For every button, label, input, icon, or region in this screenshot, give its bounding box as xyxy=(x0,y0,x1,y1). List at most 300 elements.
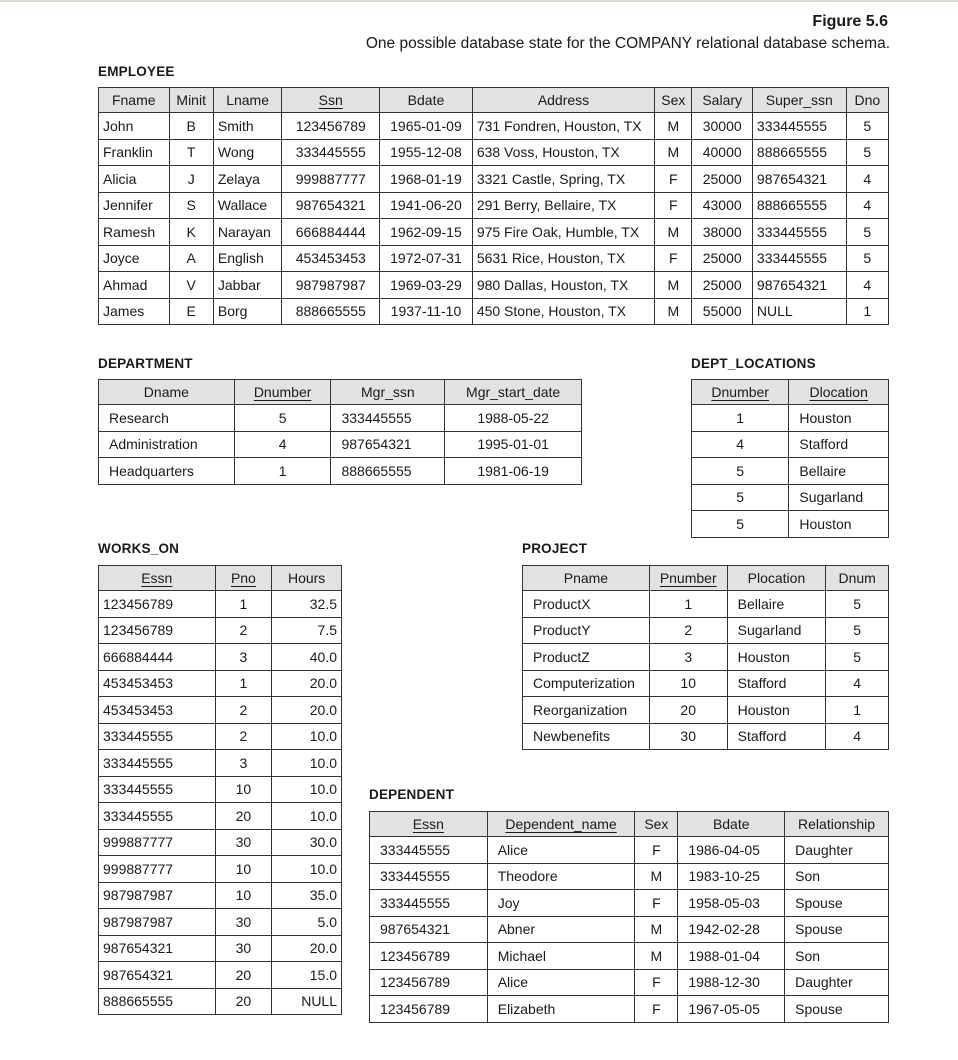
table-cell: Borg xyxy=(213,298,282,325)
table-row xyxy=(99,909,342,936)
table-row xyxy=(99,617,342,644)
table-row xyxy=(370,837,889,864)
table-cell: Joy xyxy=(487,890,635,917)
table-cell: Alice xyxy=(487,837,635,864)
table-cell: 20.0 xyxy=(272,935,342,962)
table-cell: 987654321 xyxy=(752,272,846,299)
table-cell: 1 xyxy=(649,591,727,618)
table-cell: 1955-12-08 xyxy=(380,139,473,166)
table-cell: 30000 xyxy=(692,113,752,140)
project-header-row xyxy=(523,566,889,591)
table-cell: 987654321 xyxy=(331,431,445,458)
table-cell: 30 xyxy=(215,829,272,856)
table-cell: 123456789 xyxy=(370,996,488,1023)
table-row xyxy=(99,723,342,750)
table-row xyxy=(99,935,342,962)
employee-header-row xyxy=(99,88,889,113)
table-cell: 25000 xyxy=(692,272,752,299)
table-cell: 123456789 xyxy=(370,943,488,970)
table-cell: 20 xyxy=(649,697,727,724)
table-cell: 888665555 xyxy=(752,139,846,166)
table-cell: 10 xyxy=(649,670,727,697)
column-header-label: Ssn xyxy=(318,92,343,108)
table-cell: 55000 xyxy=(692,298,752,325)
table-row xyxy=(370,996,889,1023)
table-row xyxy=(523,591,889,618)
table-cell: 5 xyxy=(692,484,789,511)
table-cell: 1988-12-30 xyxy=(678,969,785,996)
table-cell: M xyxy=(655,298,692,325)
table-cell: 291 Berry, Bellaire, TX xyxy=(472,192,654,219)
table-cell: 35.0 xyxy=(272,882,342,909)
table-cell: 5.0 xyxy=(272,909,342,936)
column-header-label: Sex xyxy=(644,816,669,832)
dept-locations-table xyxy=(691,379,889,538)
column-header-label: Relationship xyxy=(798,816,876,832)
table-cell: 450 Stone, Houston, TX xyxy=(472,298,654,325)
table-cell: 2 xyxy=(215,723,272,750)
table-cell: Elizabeth xyxy=(487,996,635,1023)
table-cell: F xyxy=(635,969,678,996)
table-cell: T xyxy=(169,139,213,166)
table-cell: 10 xyxy=(215,856,272,883)
table-cell: 10.0 xyxy=(272,750,342,777)
project-col-plocation xyxy=(727,566,826,591)
table-cell: 2 xyxy=(649,617,727,644)
table-cell: 20.0 xyxy=(272,670,342,697)
column-header-label: Dependent_name xyxy=(505,816,617,832)
table-cell: Newbenefits xyxy=(523,723,650,750)
table-cell: 1962-09-15 xyxy=(380,219,473,246)
table-cell: Stafford xyxy=(727,670,826,697)
table-cell: Son xyxy=(785,863,889,890)
table-cell: 1988-05-22 xyxy=(445,405,582,432)
table-cell: 1968-01-19 xyxy=(380,166,473,193)
table-cell: Narayan xyxy=(213,219,282,246)
table-cell: 2 xyxy=(215,617,272,644)
employee-table-name: EMPLOYEE xyxy=(98,64,175,79)
table-cell: 333445555 xyxy=(752,219,846,246)
table-cell: Reorganization xyxy=(523,697,650,724)
table-cell: 987654321 xyxy=(282,192,380,219)
table-cell: J xyxy=(169,166,213,193)
dept-locations-header-row xyxy=(692,380,889,405)
table-cell: 1981-06-19 xyxy=(445,458,582,485)
table-cell: 999887777 xyxy=(282,166,380,193)
column-header-label: Dname xyxy=(143,384,189,400)
table-cell: M xyxy=(655,139,692,166)
table-row xyxy=(99,272,889,299)
table-cell: John xyxy=(99,113,170,140)
project-table-name: PROJECT xyxy=(522,541,588,556)
table-cell: Michael xyxy=(487,943,635,970)
table-cell: M xyxy=(655,113,692,140)
table-cell: Houston xyxy=(727,644,826,671)
table-cell: 30 xyxy=(215,909,272,936)
table-cell: Daughter xyxy=(785,837,889,864)
employee-col-salary xyxy=(692,88,752,113)
table-row xyxy=(523,617,889,644)
table-cell: 30.0 xyxy=(272,829,342,856)
table-cell: 1983-10-25 xyxy=(678,863,785,890)
table-cell: Ahmad xyxy=(99,272,170,299)
table-cell: F xyxy=(655,245,692,272)
table-cell: Houston xyxy=(789,511,889,538)
column-header-label: Bdate xyxy=(712,816,750,832)
table-row xyxy=(99,750,342,777)
table-cell: F xyxy=(655,166,692,193)
table-cell: Computerization xyxy=(523,670,650,697)
column-header-label: Hours xyxy=(287,570,326,586)
table-cell: B xyxy=(169,113,213,140)
table-cell: 30 xyxy=(649,723,727,750)
table-cell: 4 xyxy=(826,670,889,697)
column-header-label: Pno xyxy=(230,570,256,586)
table-cell: 666884444 xyxy=(99,644,216,671)
table-row xyxy=(370,890,889,917)
table-cell: F xyxy=(655,192,692,219)
table-cell: Bellaire xyxy=(789,458,889,485)
table-cell: 666884444 xyxy=(282,219,380,246)
department-col-dname xyxy=(99,380,235,405)
table-cell: 10.0 xyxy=(272,723,342,750)
project-col-pname xyxy=(523,566,650,591)
department-table-name: DEPARTMENT xyxy=(98,356,193,371)
employee-col-fname xyxy=(99,88,170,113)
table-cell: 1 xyxy=(846,298,888,325)
table-cell: Jennifer xyxy=(99,192,170,219)
table-cell: 333445555 xyxy=(370,837,488,864)
table-cell: 5 xyxy=(826,644,889,671)
table-cell: 4 xyxy=(846,272,888,299)
table-row xyxy=(99,113,889,140)
table-cell: Headquarters xyxy=(99,458,235,485)
table-cell: 453453453 xyxy=(99,670,216,697)
table-cell: 123456789 xyxy=(370,969,488,996)
table-cell: Houston xyxy=(789,405,889,432)
table-cell: Spouse xyxy=(785,890,889,917)
table-cell: 987654321 xyxy=(370,916,488,943)
table-cell: 987987987 xyxy=(99,882,216,909)
table-cell: 2 xyxy=(215,697,272,724)
department-col-mgr-start-date xyxy=(445,380,582,405)
table-cell: 25000 xyxy=(692,245,752,272)
department-header-row xyxy=(99,380,582,405)
table-cell: 333445555 xyxy=(99,750,216,777)
table-cell: 987654321 xyxy=(99,962,216,989)
table-cell: Alicia xyxy=(99,166,170,193)
table-cell: Smith xyxy=(213,113,282,140)
table-cell: 1 xyxy=(234,458,331,485)
table-cell: 7.5 xyxy=(272,617,342,644)
table-row xyxy=(99,803,342,830)
table-cell: 20 xyxy=(215,962,272,989)
table-cell: 3 xyxy=(215,750,272,777)
table-cell: 453453453 xyxy=(99,697,216,724)
works-on-col-essn xyxy=(99,566,216,591)
table-cell: 1986-04-05 xyxy=(678,837,785,864)
table-cell: Zelaya xyxy=(213,166,282,193)
table-cell: Wallace xyxy=(213,192,282,219)
table-cell: 453453453 xyxy=(282,245,380,272)
table-cell: V xyxy=(169,272,213,299)
table-cell: 10.0 xyxy=(272,776,342,803)
table-cell: 1 xyxy=(692,405,789,432)
table-cell: 333445555 xyxy=(752,245,846,272)
table-cell: 5 xyxy=(692,458,789,485)
table-cell: 1941-06-20 xyxy=(380,192,473,219)
table-row xyxy=(99,829,342,856)
works-on-col-hours xyxy=(272,566,342,591)
table-cell: 1969-03-29 xyxy=(380,272,473,299)
table-cell: 888665555 xyxy=(99,988,216,1015)
table-cell: 987987987 xyxy=(99,909,216,936)
dependent-col-bdate xyxy=(678,812,785,837)
table-cell: 987654321 xyxy=(99,935,216,962)
works-on-table-name: WORKS_ON xyxy=(98,541,180,556)
table-cell: Houston xyxy=(727,697,826,724)
table-cell: Sugarland xyxy=(789,484,889,511)
table-cell: Theodore xyxy=(487,863,635,890)
table-cell: 38000 xyxy=(692,219,752,246)
table-cell: 1 xyxy=(215,591,272,618)
project-col-dnum xyxy=(826,566,889,591)
table-row xyxy=(99,431,582,458)
column-header-label: Lname xyxy=(226,92,270,108)
table-cell: 888665555 xyxy=(752,192,846,219)
table-row xyxy=(99,882,342,909)
table-row xyxy=(99,139,889,166)
table-row xyxy=(99,962,342,989)
table-cell: 731 Fondren, Houston, TX xyxy=(472,113,654,140)
table-cell: 1 xyxy=(215,670,272,697)
table-cell: 20 xyxy=(215,803,272,830)
table-cell: 25000 xyxy=(692,166,752,193)
table-cell: M xyxy=(655,272,692,299)
table-row xyxy=(99,245,889,272)
table-cell: 980 Dallas, Houston, TX xyxy=(472,272,654,299)
table-cell: 32.5 xyxy=(272,591,342,618)
table-cell: 888665555 xyxy=(331,458,445,485)
table-cell: Daughter xyxy=(785,969,889,996)
table-cell: 10.0 xyxy=(272,856,342,883)
table-cell: 10 xyxy=(215,882,272,909)
table-cell: 5 xyxy=(846,219,888,246)
table-cell: 1937-11-10 xyxy=(380,298,473,325)
project-col-pnumber xyxy=(649,566,727,591)
dept-locations-table-name: DEPT_LOCATIONS xyxy=(691,356,816,371)
table-cell: 5 xyxy=(692,511,789,538)
table-cell: Wong xyxy=(213,139,282,166)
table-row xyxy=(692,405,889,432)
table-cell: ProductX xyxy=(523,591,650,618)
table-row xyxy=(99,219,889,246)
table-cell: 5 xyxy=(846,245,888,272)
table-cell: E xyxy=(169,298,213,325)
table-cell: Sugarland xyxy=(727,617,826,644)
table-cell: 4 xyxy=(826,723,889,750)
table-cell: 3 xyxy=(215,644,272,671)
table-cell: 40.0 xyxy=(272,644,342,671)
column-header-label: Dlocation xyxy=(809,384,868,400)
column-header-label: Dnum xyxy=(838,570,876,586)
table-cell: 43000 xyxy=(692,192,752,219)
table-row xyxy=(99,591,342,618)
table-row xyxy=(523,697,889,724)
table-cell: 5 xyxy=(826,591,889,618)
table-cell: 638 Voss, Houston, TX xyxy=(472,139,654,166)
dept-locations-col-dlocation xyxy=(789,380,889,405)
table-cell: James xyxy=(99,298,170,325)
table-cell: 15.0 xyxy=(272,962,342,989)
table-cell: 20 xyxy=(215,988,272,1015)
table-row xyxy=(99,458,582,485)
table-cell: 123456789 xyxy=(282,113,380,140)
column-header-label: Salary xyxy=(702,92,743,108)
table-cell: 5 xyxy=(826,617,889,644)
table-cell: 1967-05-05 xyxy=(678,996,785,1023)
table-cell: Spouse xyxy=(785,996,889,1023)
column-header-label: Essn xyxy=(412,816,444,832)
table-cell: F xyxy=(635,837,678,864)
table-row xyxy=(523,670,889,697)
table-cell: 5 xyxy=(234,405,331,432)
table-cell: Jabbar xyxy=(213,272,282,299)
employee-col-minit xyxy=(169,88,213,113)
table-row xyxy=(99,776,342,803)
dependent-col-essn xyxy=(370,812,488,837)
table-cell: 20.0 xyxy=(272,697,342,724)
employee-col-bdate xyxy=(380,88,473,113)
column-header-label: Mgr_start_date xyxy=(466,384,561,400)
column-header-label: Plocation xyxy=(747,570,806,586)
table-cell: 1958-05-03 xyxy=(678,890,785,917)
table-cell: 1972-07-31 xyxy=(380,245,473,272)
table-cell: 975 Fire Oak, Humble, TX xyxy=(472,219,654,246)
column-header-label: Sex xyxy=(661,92,686,108)
table-cell: ProductZ xyxy=(523,644,650,671)
table-cell: 123456789 xyxy=(99,591,216,618)
dependent-header-row xyxy=(370,812,889,837)
column-header-label: Minit xyxy=(176,92,206,108)
table-row xyxy=(99,670,342,697)
table-cell: 30 xyxy=(215,935,272,962)
department-col-dnumber xyxy=(234,380,331,405)
table-cell: 5631 Rice, Houston, TX xyxy=(472,245,654,272)
table-cell: Spouse xyxy=(785,916,889,943)
table-cell: 5 xyxy=(846,139,888,166)
department-col-mgr-ssn xyxy=(331,380,445,405)
employee-col-sex xyxy=(655,88,692,113)
table-cell: Alice xyxy=(487,969,635,996)
table-cell: 1 xyxy=(826,697,889,724)
table-cell: 40000 xyxy=(692,139,752,166)
table-cell: F xyxy=(635,890,678,917)
table-cell: 4 xyxy=(846,192,888,219)
department-table xyxy=(98,379,582,485)
top-rule xyxy=(0,0,958,2)
table-row xyxy=(99,166,889,193)
table-row xyxy=(99,988,342,1015)
dept-locations-col-dnumber xyxy=(692,380,789,405)
table-cell: K xyxy=(169,219,213,246)
column-header-label: Dnumber xyxy=(711,384,769,400)
table-row xyxy=(523,723,889,750)
table-cell: 333445555 xyxy=(282,139,380,166)
table-cell: M xyxy=(655,219,692,246)
column-header-label: Fname xyxy=(111,92,156,108)
table-cell: Ramesh xyxy=(99,219,170,246)
table-cell: 1995-01-01 xyxy=(445,431,582,458)
table-row xyxy=(692,458,889,485)
employee-table xyxy=(98,87,889,325)
table-cell: Administration xyxy=(99,431,235,458)
table-cell: 333445555 xyxy=(99,723,216,750)
column-header-label: Dno xyxy=(854,92,881,108)
table-cell: 1988-01-04 xyxy=(678,943,785,970)
column-header-label: Dnumber xyxy=(253,384,312,400)
column-header-label: Address xyxy=(537,92,590,108)
table-cell: Joyce xyxy=(99,245,170,272)
employee-col-lname xyxy=(213,88,282,113)
table-cell: 333445555 xyxy=(752,113,846,140)
table-row xyxy=(99,405,582,432)
table-row xyxy=(370,863,889,890)
table-cell: 5 xyxy=(846,113,888,140)
table-cell: 1942-02-28 xyxy=(678,916,785,943)
table-cell: Bellaire xyxy=(727,591,826,618)
table-cell: 1965-01-09 xyxy=(380,113,473,140)
table-cell: Stafford xyxy=(727,723,826,750)
table-cell: Son xyxy=(785,943,889,970)
table-cell: Research xyxy=(99,405,235,432)
table-cell: 3 xyxy=(649,644,727,671)
table-cell: 4 xyxy=(692,431,789,458)
figure-title: Figure 5.6 xyxy=(812,13,888,30)
table-cell: 4 xyxy=(234,431,331,458)
table-row xyxy=(99,192,889,219)
table-row xyxy=(523,644,889,671)
table-cell: English xyxy=(213,245,282,272)
table-cell: S xyxy=(169,192,213,219)
works-on-col-pno xyxy=(215,566,272,591)
employee-col-ssn xyxy=(282,88,380,113)
column-header-label: Super_ssn xyxy=(765,92,833,108)
table-row xyxy=(99,697,342,724)
employee-col-address xyxy=(472,88,654,113)
table-cell: 333445555 xyxy=(370,890,488,917)
table-row xyxy=(692,511,889,538)
dependent-col-relationship xyxy=(785,812,889,837)
table-cell: 987987987 xyxy=(282,272,380,299)
works-on-table xyxy=(98,565,342,1015)
table-row xyxy=(99,298,889,325)
table-cell: Stafford xyxy=(789,431,889,458)
table-cell: NULL xyxy=(752,298,846,325)
table-cell: ProductY xyxy=(523,617,650,644)
dependent-col-sex xyxy=(635,812,678,837)
table-cell: 888665555 xyxy=(282,298,380,325)
column-header-label: Pnumber xyxy=(659,570,717,586)
table-cell: 3321 Castle, Spring, TX xyxy=(472,166,654,193)
table-cell: 333445555 xyxy=(99,776,216,803)
table-cell: M xyxy=(635,863,678,890)
table-cell: 4 xyxy=(846,166,888,193)
table-cell: 10 xyxy=(215,776,272,803)
dependent-table xyxy=(369,811,889,1023)
table-cell: Franklin xyxy=(99,139,170,166)
table-row xyxy=(692,431,889,458)
